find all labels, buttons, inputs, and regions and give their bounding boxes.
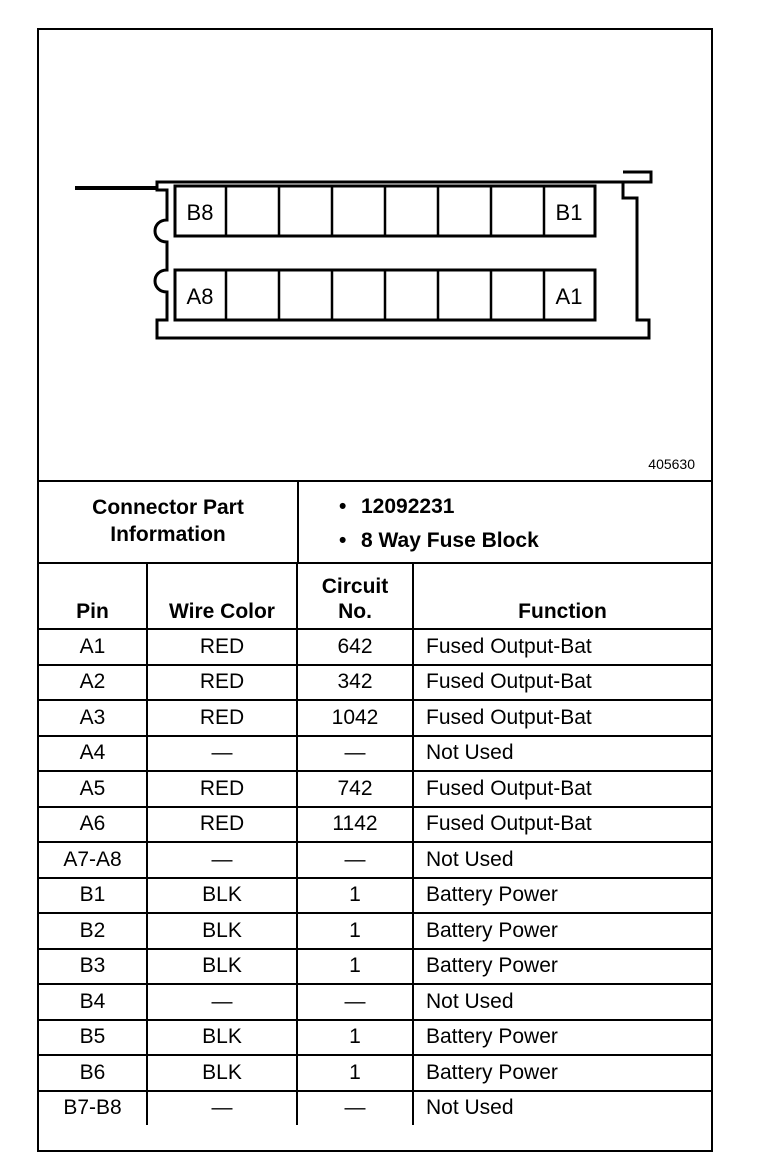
pin-cell: A3 [39,700,147,736]
function-cell: Not Used [413,1091,711,1126]
part-info-values [299,480,711,562]
pin-cell: B2 [39,913,147,949]
pin-label-b1: B1 [555,200,583,225]
function-cell: Fused Output-Bat [413,665,711,701]
wire-color-cell: RED [147,629,297,665]
table-row [39,1091,711,1126]
function-cell: Battery Power [413,949,711,985]
table-row [39,807,711,843]
circuit-cell: — [297,736,413,772]
pin-label-a8: A8 [186,284,214,309]
pin-cell: A5 [39,771,147,807]
pin-cell: B3 [39,949,147,985]
pinout-table [39,562,711,1125]
connector-part-info [39,480,711,564]
circuit-cell: 642 [297,629,413,665]
part-number-text: 12092231 [361,495,455,518]
wire-color-cell: RED [147,665,297,701]
connector-drawing [39,30,711,480]
wire-color-cell: BLK [147,1055,297,1091]
circuit-cell: — [297,984,413,1020]
wire-color-cell: RED [147,807,297,843]
circuit-cell: 342 [297,665,413,701]
circuit-cell: 1142 [297,807,413,843]
function-cell: Fused Output-Bat [413,629,711,665]
pin-cell: A4 [39,736,147,772]
part-info-label-line1: Connector Part [92,496,244,519]
table-row [39,771,711,807]
pin-label-a1: A1 [555,284,583,309]
part-description [339,526,539,556]
circuit-cell: 1 [297,878,413,914]
table-row [39,700,711,736]
table-row [39,1020,711,1056]
connector-diagram [39,30,711,482]
wire-color-cell: BLK [147,913,297,949]
wire-color-cell: — [147,984,297,1020]
figure-id: 405630 [648,456,695,472]
bullet-icon: • [339,495,347,518]
table-header-row [39,563,711,629]
pin-cell: A2 [39,665,147,701]
part-info-label [39,480,299,562]
pin-cell: B6 [39,1055,147,1091]
function-cell: Not Used [413,984,711,1020]
function-cell: Fused Output-Bat [413,700,711,736]
circuit-cell: — [297,1091,413,1126]
circuit-cell: 1 [297,1055,413,1091]
table-row [39,736,711,772]
wire-color-cell: — [147,842,297,878]
function-cell: Not Used [413,842,711,878]
table-row [39,913,711,949]
function-cell: Battery Power [413,878,711,914]
function-cell: Battery Power [413,1020,711,1056]
header-circuit-line1: Circuit [321,575,389,598]
header-circuit-line2: No. [338,600,372,623]
function-cell: Fused Output-Bat [413,807,711,843]
bullet-icon: • [339,529,347,552]
circuit-cell: — [297,842,413,878]
wire-color-cell: BLK [147,949,297,985]
header-wire-color: Wire Color [147,563,297,629]
wire-color-cell: — [147,1091,297,1126]
function-cell: Battery Power [413,913,711,949]
table-row [39,629,711,665]
circuit-cell: 1042 [297,700,413,736]
table-row [39,878,711,914]
wire-color-cell: — [147,736,297,772]
part-info-label-line2: Information [110,523,226,546]
function-cell: Battery Power [413,1055,711,1091]
pin-cell: B4 [39,984,147,1020]
circuit-cell: 1 [297,1020,413,1056]
table-row [39,1055,711,1091]
table-row [39,949,711,985]
pin-cell: B5 [39,1020,147,1056]
circuit-cell: 1 [297,913,413,949]
table-row [39,842,711,878]
header-function: Function [413,563,711,629]
pin-cell: A7-A8 [39,842,147,878]
function-cell: Not Used [413,736,711,772]
pin-cell: B7-B8 [39,1091,147,1126]
part-description-text: 8 Way Fuse Block [361,529,539,552]
circuit-cell: 1 [297,949,413,985]
wire-color-cell: BLK [147,1020,297,1056]
wire-color-cell: RED [147,771,297,807]
pin-cell: B1 [39,878,147,914]
pin-label-b8: B8 [186,200,214,225]
table-row [39,665,711,701]
connector-sheet [37,28,713,1152]
wire-color-cell: BLK [147,878,297,914]
pin-cell: A6 [39,807,147,843]
header-circuit-no [297,563,413,629]
pin-cell: A1 [39,629,147,665]
wire-color-cell: RED [147,700,297,736]
header-pin: Pin [39,563,147,629]
part-number [339,492,454,522]
circuit-cell: 742 [297,771,413,807]
function-cell: Fused Output-Bat [413,771,711,807]
table-row [39,984,711,1020]
